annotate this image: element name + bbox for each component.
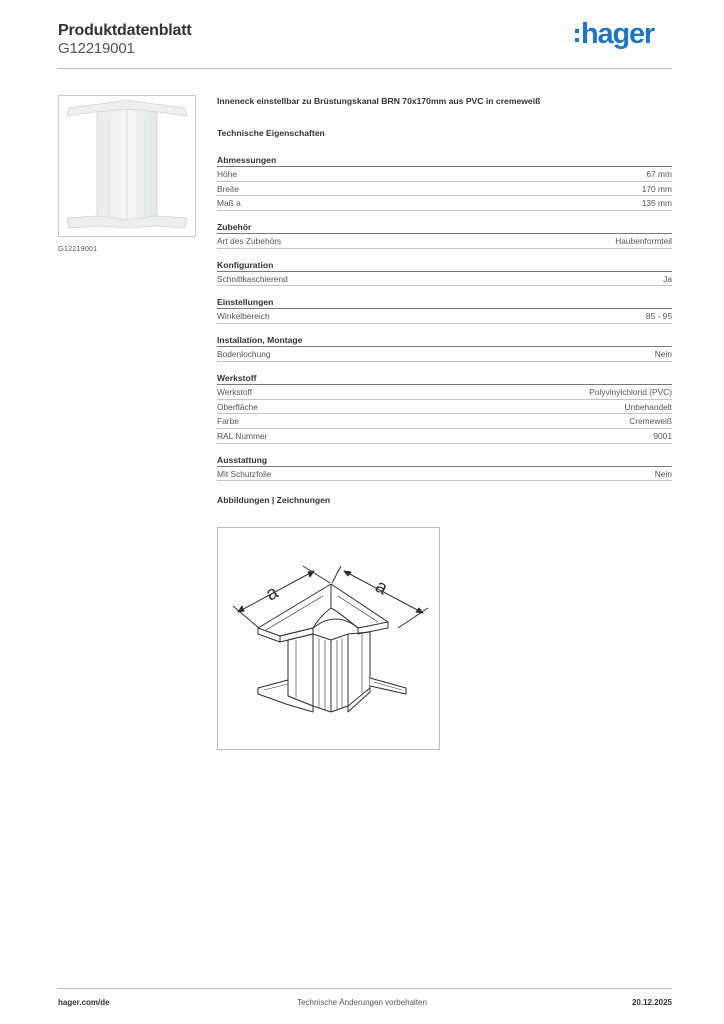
property-row: [217, 414, 672, 429]
property-label: Breite: [217, 183, 239, 194]
property-row: [217, 429, 672, 444]
thumbnail-caption: G12219001: [58, 244, 98, 253]
footer-divider: [58, 988, 672, 989]
property-row: [217, 467, 672, 482]
property-row: [217, 309, 672, 324]
dimension-label-a-right: a: [371, 575, 391, 600]
section-werkstoff: [217, 371, 672, 444]
section-title: Abmessungen: [217, 153, 672, 167]
section-zubehoer: [217, 220, 672, 249]
property-value: 67 mm: [646, 169, 672, 179]
property-row: [217, 182, 672, 197]
property-row: [217, 234, 672, 249]
section-einstellungen: [217, 295, 672, 324]
property-label: Höhe: [217, 169, 238, 179]
product-details: [217, 96, 672, 505]
property-label: Oberfläche: [217, 401, 258, 412]
property-value: Haubenformteil: [615, 236, 672, 247]
property-value: Nein: [654, 468, 672, 479]
hager-logo: [575, 19, 654, 49]
footer-notice: Technische Änderungen vorbehalten: [297, 998, 427, 1007]
property-label: RAL Nummer: [217, 430, 268, 441]
section-installation-montage: [217, 333, 672, 362]
property-value: 135 mm: [641, 198, 672, 209]
property-row: [217, 400, 672, 415]
property-value: 170 mm: [641, 183, 672, 194]
header-divider: [58, 68, 672, 69]
property-value: Nein: [654, 349, 672, 360]
property-label: Farbe: [217, 416, 239, 427]
section-title: Werkstoff: [217, 371, 672, 385]
figures-heading: Abbildungen | Zeichnungen: [217, 495, 331, 506]
dimension-label-a-left: a: [262, 581, 282, 606]
section-title: Zubehör: [217, 220, 672, 234]
logo-colon-icon: [575, 29, 579, 42]
property-label: Bodenlochung: [217, 349, 271, 360]
property-label: Schnittkaschierend: [217, 273, 288, 284]
section-title: Ausstattung: [217, 453, 672, 467]
property-label: Maß a: [217, 198, 241, 209]
property-row: [217, 196, 672, 211]
section-ausstattung: [217, 453, 672, 482]
property-value: Ja: [663, 273, 672, 284]
page-header: [58, 20, 672, 70]
logo-wordmark: hager: [581, 18, 654, 50]
footer-website-link[interactable]: hager.com/de: [58, 998, 110, 1007]
property-row: [217, 167, 672, 182]
section-title: Installation, Montage: [217, 333, 672, 347]
product-code: G12219001: [58, 40, 135, 57]
product-thumbnail: [58, 95, 196, 237]
property-label: Mit Schutzfolie: [217, 468, 272, 479]
technical-drawing: [217, 527, 440, 750]
technical-properties-heading: Technische Eigenschaften: [217, 128, 325, 138]
property-row: [217, 347, 672, 362]
property-value: Cremeweiß: [629, 416, 672, 427]
property-label: Werkstoff: [217, 386, 253, 397]
property-value: Unbehandelt: [624, 401, 672, 412]
property-value: 9001: [653, 430, 672, 441]
section-abmessungen: [217, 153, 672, 211]
property-label: Winkelbereich: [217, 311, 270, 322]
property-value: 85 - 95: [645, 311, 672, 322]
section-title: Konfiguration: [217, 258, 672, 272]
footer-date: 20.12.2025: [631, 998, 672, 1007]
section-title: Einstellungen: [217, 295, 672, 309]
property-value: Polyvinylchlorid (PVC): [589, 386, 672, 397]
property-row: [217, 385, 672, 400]
property-label: Art des Zubehörs: [217, 236, 282, 247]
document-title: Produktdatenblatt: [58, 22, 192, 39]
property-row: [217, 272, 672, 287]
section-konfiguration: [217, 258, 672, 287]
product-description: Inneneck einstellbar zu Brüstungskanal BRN 70x170mm aus PVC in cremeweiß: [217, 96, 541, 106]
